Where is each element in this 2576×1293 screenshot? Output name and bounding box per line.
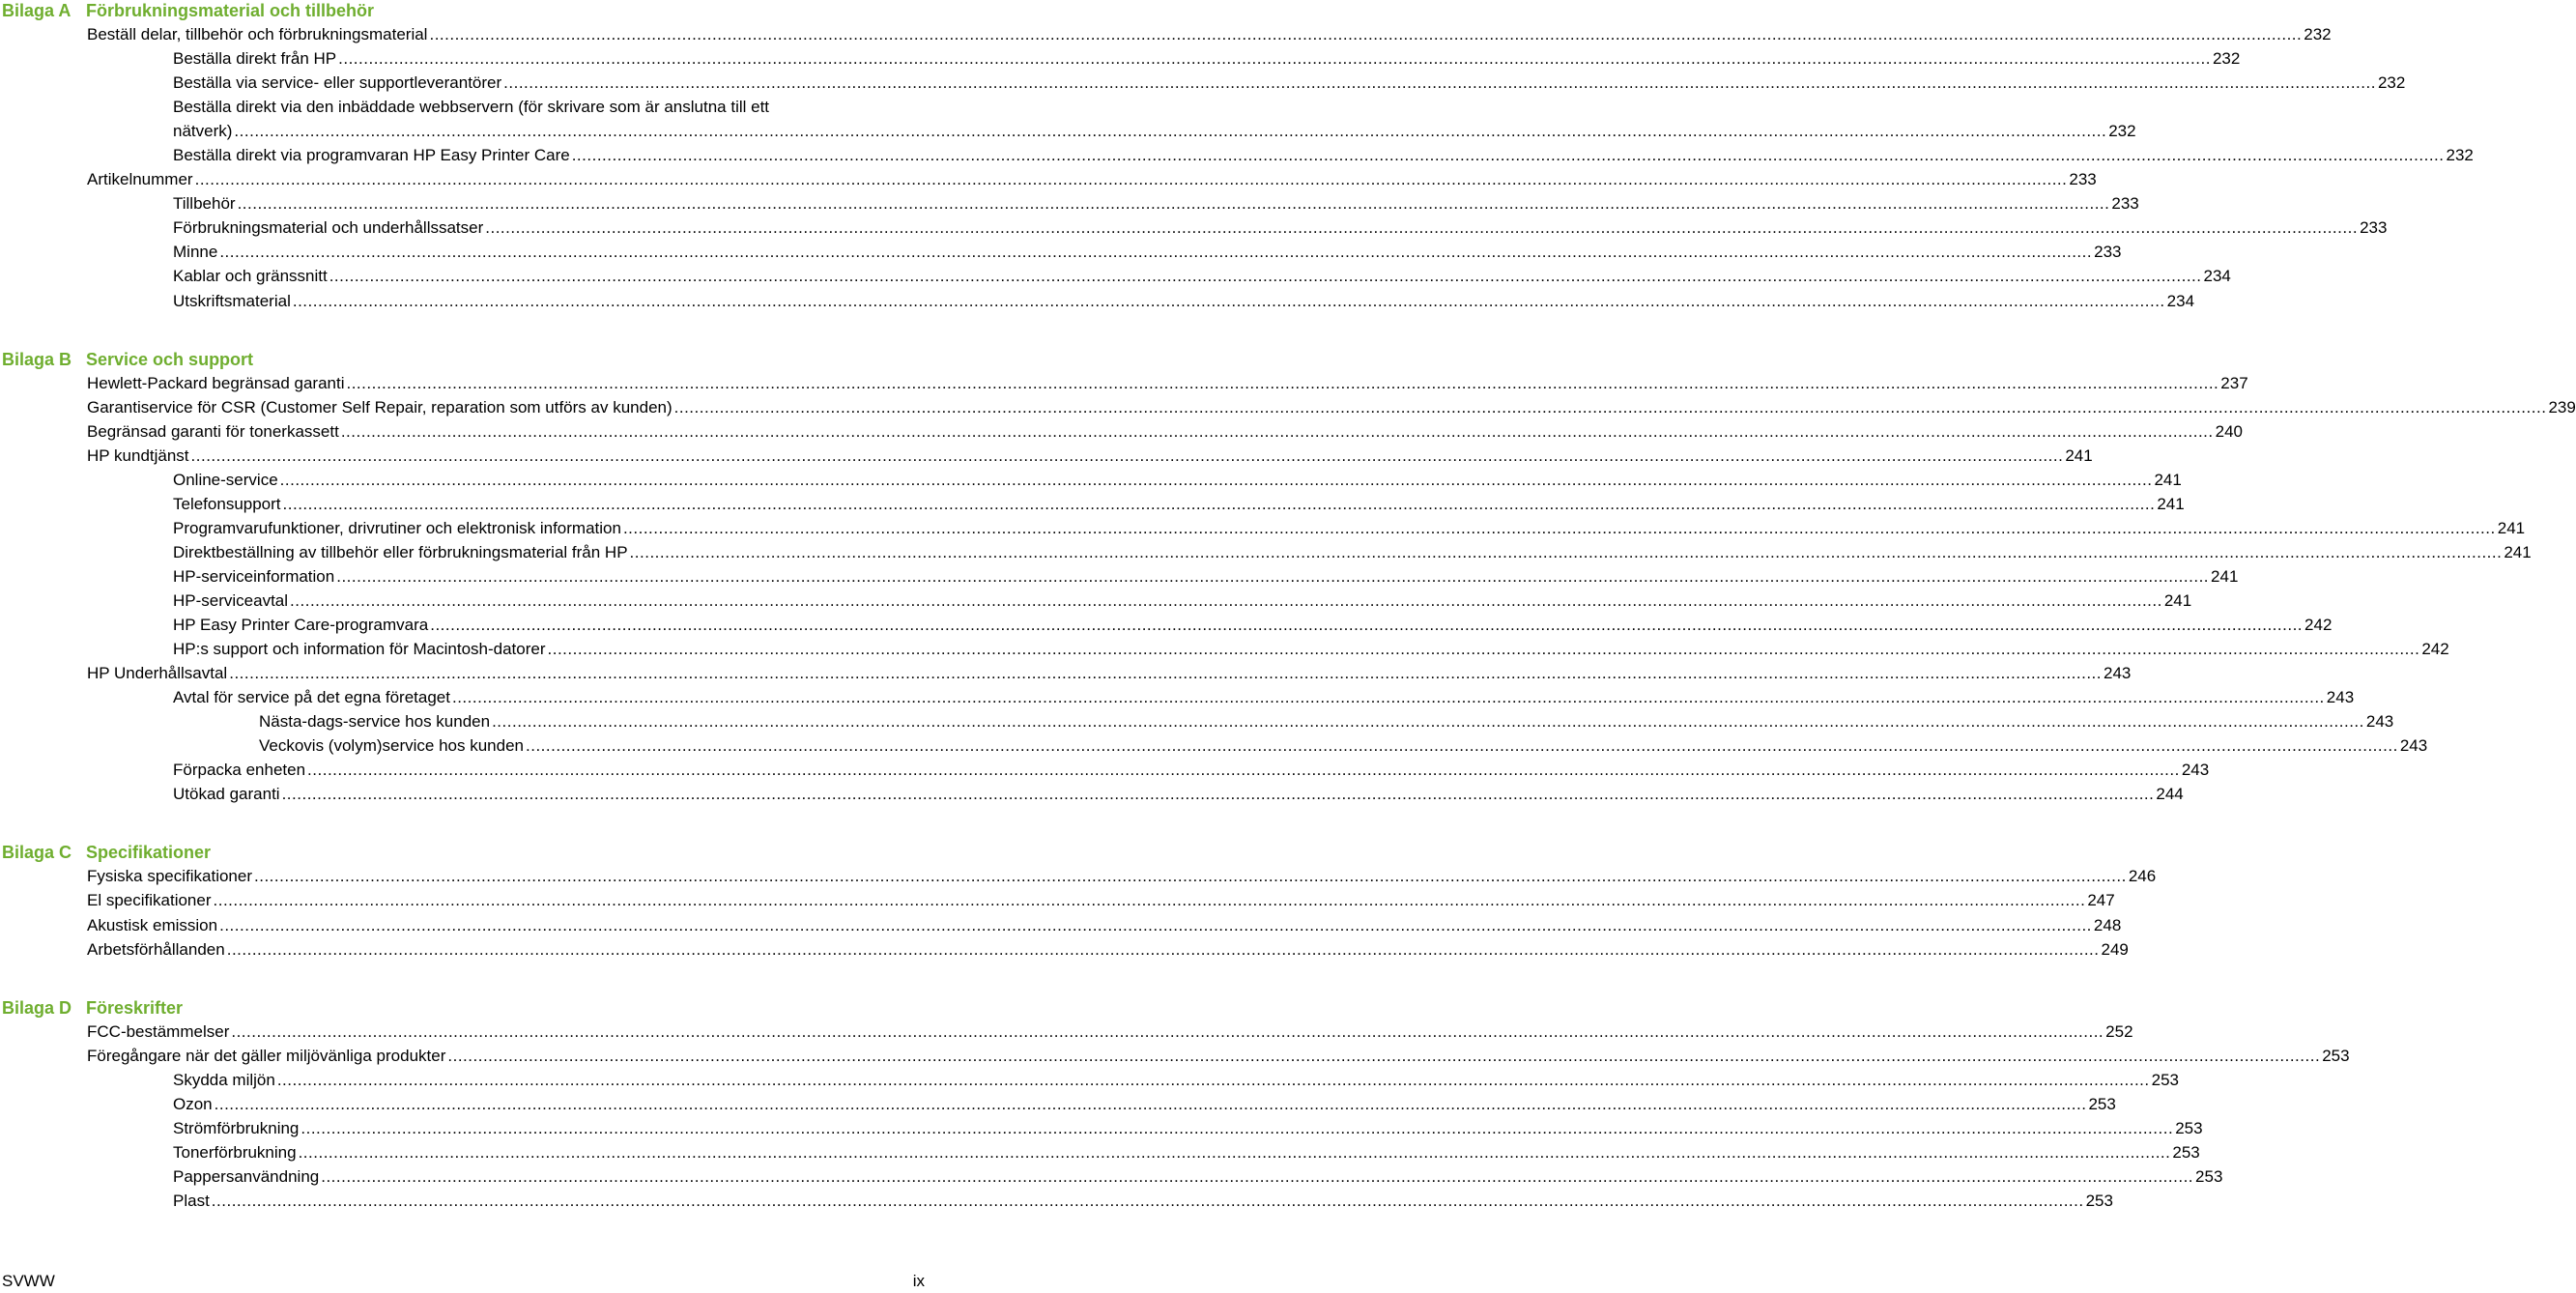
footer-doc-code: SVWW <box>2 1272 55 1290</box>
section-label: Bilaga B <box>2 349 72 369</box>
toc-entry-page: 246 <box>2128 867 2157 886</box>
toc-entry-page: 237 <box>2220 373 2248 392</box>
toc-entry-text: Utökad garanti <box>173 785 280 804</box>
toc-entry-page: 253 <box>2322 1046 2350 1065</box>
toc-entry-page: 241 <box>2504 542 2532 561</box>
toc-entry-page: 233 <box>2111 194 2139 214</box>
toc-entry[interactable] <box>0 48 2241 72</box>
toc-entry[interactable] <box>0 291 2195 315</box>
dot-leader <box>674 397 2547 418</box>
toc-entry[interactable] <box>0 866 2157 890</box>
toc-entry-text: Nästa-dags-service hos kunden <box>259 712 491 732</box>
dot-leader <box>341 421 2214 443</box>
footer-page-number: ix <box>912 1272 925 1290</box>
toc-entry-text: Förpacka enheten <box>173 761 306 780</box>
toc-entry-page: 241 <box>2497 518 2526 537</box>
section-gap <box>0 963 928 997</box>
toc-entry[interactable] <box>0 169 2097 193</box>
toc-section <box>0 997 2350 1215</box>
toc-entry-text: FCC-bestämmelser <box>87 1021 230 1041</box>
toc-entry[interactable] <box>0 784 2184 808</box>
section-title: Föreskrifter <box>86 997 184 1018</box>
dot-leader <box>293 291 2165 312</box>
section-gap <box>0 808 928 842</box>
toc-entry[interactable] <box>0 1191 2113 1215</box>
toc-entry-text: Artikelnummer <box>87 170 193 189</box>
toc-entry-text: Akustisk emission <box>87 915 218 934</box>
toc-entry-text: Beställa direkt från HP <box>173 49 337 69</box>
dot-leader <box>526 735 2398 757</box>
toc-entry-text: Beställa via service- eller supportleverantörer <box>173 73 502 93</box>
toc-entry-page: 247 <box>2087 891 2115 910</box>
section-heading <box>0 349 928 373</box>
toc-entry[interactable] <box>0 1070 2179 1094</box>
dot-leader <box>329 266 2202 287</box>
toc-entry-page: 253 <box>2195 1166 2223 1186</box>
toc-entry[interactable] <box>0 421 2243 445</box>
section-title: Specifikationer <box>86 843 212 863</box>
toc-entry-text: nätverk) <box>173 122 233 141</box>
page-footer <box>0 1272 928 1293</box>
dot-leader <box>307 760 2180 781</box>
toc-entry[interactable] <box>0 1166 2223 1191</box>
dot-leader <box>234 121 2106 142</box>
toc-entry-page: 232 <box>2304 25 2332 43</box>
toc-entry-page: 232 <box>2377 73 2406 93</box>
section-label: Bilaga D <box>2 997 72 1018</box>
toc-entry-text: Strömförbrukning <box>173 1118 300 1137</box>
toc-entry-text: Garantiservice för CSR (Customer Self Repair, reparation som utförs av kunden) <box>87 397 673 417</box>
toc-entry-page: 233 <box>2360 218 2388 238</box>
dot-leader <box>290 590 2162 612</box>
toc-entry-text: Plast <box>173 1191 210 1210</box>
toc-entry[interactable] <box>0 24 2332 48</box>
toc-section <box>0 349 2576 809</box>
dot-leader <box>429 24 2302 45</box>
toc-entry-text: Minne <box>173 243 218 262</box>
toc-entry[interactable] <box>0 494 2185 518</box>
dot-leader <box>277 1070 2150 1091</box>
toc-entry-page: 253 <box>2085 1191 2113 1210</box>
dot-leader <box>238 193 2110 215</box>
toc-entry[interactable] <box>0 72 2406 97</box>
toc-entry[interactable] <box>0 445 2093 470</box>
toc-entry-text: HP Easy Printer Care-programvara <box>173 616 429 635</box>
toc-entry-page: 243 <box>2181 761 2210 780</box>
section-heading <box>0 0 928 24</box>
toc-entry[interactable] <box>0 242 2122 266</box>
dot-leader <box>280 470 2153 491</box>
toc-entry-text: HP-serviceinformation <box>173 566 335 586</box>
toc-entry[interactable] <box>0 939 2129 963</box>
toc-entry-text: Skydda miljön <box>173 1070 275 1089</box>
toc-entry[interactable] <box>0 266 2231 290</box>
toc-section <box>0 842 2157 963</box>
dot-leader <box>215 1094 2087 1115</box>
toc-entry-text: Avtal för service på det egna företaget <box>173 688 450 707</box>
toc-entry-page: 233 <box>2069 170 2097 189</box>
dot-leader <box>492 711 2364 733</box>
dot-leader <box>452 687 2325 708</box>
toc-entry[interactable] <box>0 145 2474 169</box>
dot-leader <box>219 915 2092 936</box>
toc-entry-page: 234 <box>2166 291 2195 310</box>
toc-entry-page: 241 <box>2154 470 2182 489</box>
toc-entry[interactable] <box>0 542 2532 566</box>
toc-entry-text: HP:s support och information för Macintosh-datorer <box>173 640 546 659</box>
toc-entry-text: Online-service <box>173 470 278 489</box>
toc-entry[interactable] <box>0 711 2394 735</box>
toc-entry[interactable] <box>0 397 2576 421</box>
dot-leader <box>231 1021 2104 1043</box>
toc-entry-text: Beställ delar, tillbehör och förbrukningsmaterial <box>87 25 428 43</box>
toc-entry[interactable] <box>0 217 2388 242</box>
dot-leader <box>282 784 2155 805</box>
toc-entry-text: Telefonsupport <box>173 494 281 513</box>
section-heading <box>0 997 928 1021</box>
toc-entry-text: Programvarufunktioner, drivrutiner och elektronisk information <box>173 518 621 537</box>
toc-entry-page: 240 <box>2215 421 2243 441</box>
toc-entry-page: 249 <box>2101 939 2129 959</box>
toc-section <box>0 0 2474 315</box>
toc-entry-text: Hewlett-Packard begränsad garanti <box>87 373 345 392</box>
dot-leader <box>630 542 2503 563</box>
toc-entry-text: Tillbehör <box>173 194 236 214</box>
toc-entry-page: 239 <box>2548 397 2576 417</box>
toc-entry-page: 253 <box>2088 1094 2116 1113</box>
toc-entry-text: Utskriftsmaterial <box>173 291 291 310</box>
toc-entry-text: Arbetsförhållanden <box>87 939 225 959</box>
dot-leader <box>219 242 2092 263</box>
toc-entry[interactable] <box>0 615 2333 639</box>
dot-leader <box>430 615 2303 636</box>
dot-leader <box>299 1142 2171 1164</box>
dot-leader <box>503 72 2376 94</box>
toc-entry-page: 253 <box>2175 1118 2203 1137</box>
dot-leader <box>214 890 2086 911</box>
dot-leader <box>321 1166 2193 1188</box>
dot-leader <box>212 1191 2084 1212</box>
toc-entry[interactable] <box>0 470 2182 494</box>
toc-entry-page: 243 <box>2365 712 2394 732</box>
toc-entry-page: 241 <box>2211 566 2239 586</box>
dot-leader <box>229 663 2102 684</box>
dot-leader <box>227 939 2100 961</box>
toc-entry[interactable] <box>0 890 2115 914</box>
dot-leader <box>548 639 2420 660</box>
dot-leader <box>572 145 2445 166</box>
toc-entry[interactable] <box>0 915 2122 939</box>
toc-entry[interactable] <box>0 1142 2200 1166</box>
toc-entry-page: 241 <box>2065 445 2093 465</box>
toc-entry-text: Ozon <box>173 1094 213 1113</box>
toc-entry[interactable] <box>0 1118 2203 1142</box>
toc-entry-page: 242 <box>2304 616 2333 635</box>
toc-entry-text: El specifikationer <box>87 891 212 910</box>
section-label: Bilaga A <box>2 1 72 20</box>
toc-entry-page: 253 <box>2172 1142 2200 1162</box>
toc-entry-text: Direktbeställning av tillbehör eller förbrukningsmaterial från HP <box>173 542 628 561</box>
dot-leader <box>338 48 2211 70</box>
toc-entry[interactable] <box>0 518 2526 542</box>
toc-entry-text: HP-serviceavtal <box>173 590 289 610</box>
dot-leader <box>191 445 2064 467</box>
toc-entry-text: HP Underhållsavtal <box>87 664 228 683</box>
dot-leader <box>283 494 2156 515</box>
section-title: Service och support <box>86 349 254 369</box>
toc-entry-text: Beställa direkt via den inbäddade webbservern (för skrivare som är anslutna till ett <box>173 98 770 117</box>
toc-entry[interactable] <box>0 735 2428 760</box>
toc-entry[interactable] <box>0 373 2248 397</box>
dot-leader <box>623 518 2496 539</box>
toc-entry-page: 243 <box>2104 664 2132 683</box>
toc-entry[interactable] <box>0 663 2132 687</box>
toc-entry[interactable] <box>0 1021 2133 1046</box>
toc-entry-text: Pappersanvändning <box>173 1166 320 1186</box>
toc-entry-page: 252 <box>2105 1021 2133 1041</box>
dot-leader <box>485 217 2358 239</box>
toc-entry-text: Tonerförbrukning <box>173 1142 297 1162</box>
toc-entry[interactable] <box>0 639 2449 663</box>
toc-entry-page: 253 <box>2151 1070 2179 1089</box>
toc-entry-text: Beställa direkt via programvaran HP Easy Printer Care <box>173 146 570 165</box>
toc-entry-page: 232 <box>2446 146 2474 165</box>
toc-entry-text: Förbrukningsmaterial och underhållssatser <box>173 218 484 238</box>
toc-entry-page: 232 <box>2212 49 2241 69</box>
toc-entry-page: 234 <box>2203 267 2231 286</box>
toc-entry[interactable] <box>0 193 2139 217</box>
toc-entry-text: Veckovis (volym)service hos kunden <box>259 736 525 756</box>
toc-entry-page: 244 <box>2156 785 2184 804</box>
dot-leader <box>346 373 2218 394</box>
toc-entry-page: 241 <box>2163 590 2192 610</box>
dot-leader <box>301 1118 2173 1139</box>
toc-entry[interactable] <box>0 1046 2350 1070</box>
toc-entry-text: Fysiska specifikationer <box>87 867 253 886</box>
toc-entry[interactable] <box>0 590 2192 615</box>
toc-entry-page: 248 <box>2093 915 2122 934</box>
toc-entry[interactable] <box>0 687 2355 711</box>
section-label: Bilaga C <box>2 843 72 863</box>
dot-leader <box>447 1046 2320 1067</box>
toc-entry-text: Kablar och gränssnitt <box>173 267 328 286</box>
section-gap <box>0 315 928 349</box>
toc-entry[interactable] <box>0 566 2239 590</box>
toc-entry-text: Begränsad garanti för tonerkassett <box>87 421 339 441</box>
toc-entry[interactable] <box>0 1094 2116 1118</box>
toc-entry-continuation[interactable] <box>0 121 2136 145</box>
toc-entry[interactable] <box>0 97 928 121</box>
dot-leader <box>336 566 2209 588</box>
section-title: Förbrukningsmaterial och tillbehör <box>86 1 375 20</box>
toc-entry-page: 232 <box>2108 122 2136 141</box>
dot-leader <box>195 169 2068 190</box>
toc-entry-page: 241 <box>2157 494 2185 513</box>
toc-entry-text: HP kundtjänst <box>87 445 189 465</box>
toc-entry-page: 243 <box>2326 688 2355 707</box>
toc-entry[interactable] <box>0 760 2210 784</box>
toc-entry-page: 242 <box>2421 640 2449 659</box>
toc-entry-page: 243 <box>2399 736 2428 756</box>
toc-entry-text: Föregångare när det gäller miljövänliga produkter <box>87 1046 446 1065</box>
section-heading <box>0 842 928 866</box>
dot-leader <box>254 866 2127 887</box>
toc-entry-page: 233 <box>2094 243 2122 262</box>
